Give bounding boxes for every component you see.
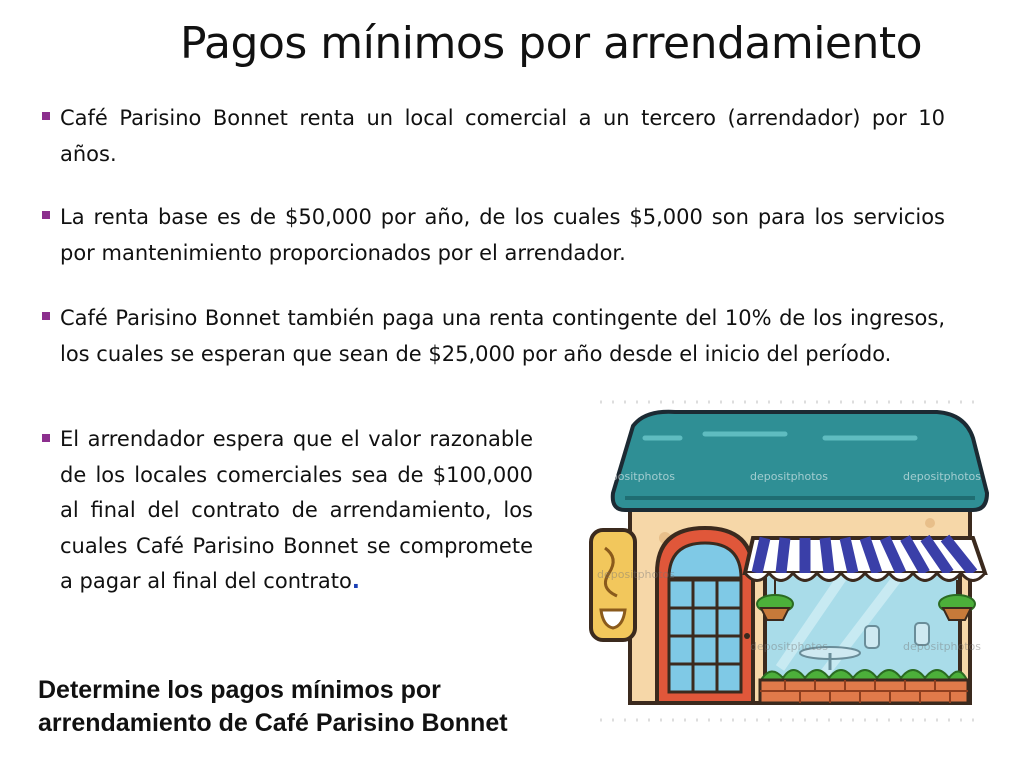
bullet-marker-icon (42, 211, 50, 219)
svg-text:depositphotos: depositphotos (903, 470, 982, 483)
bullet-marker-icon (42, 312, 50, 320)
svg-text:depositphotos: depositphotos (750, 640, 829, 653)
svg-text:depositphotos: depositphotos (750, 470, 829, 483)
bullet-text: El arrendador espera que el valor razonable de los locales comerciales sea de $100,000 al final del contrato de arrendamiento, los cuales Café Parisino Bonnet se compromete a pagar al final del contrato (60, 427, 533, 593)
bullet-marker-icon (42, 112, 50, 120)
svg-text:depositphotos: depositphotos (903, 640, 982, 653)
bullet-text: La renta base es de $50,000 por año, de los cuales $5,000 son para los servicios por mantenimiento proporcionados por el arrendador. (60, 205, 945, 265)
svg-text:depositphotos: depositphotos (597, 568, 676, 581)
bullet-text: Café Parisino Bonnet también paga una renta contingente del 10% de los ingresos, los cuales se esperan que sean de $25,000 por año desde el inicio del período. (60, 306, 945, 366)
bullet-item (40, 300, 945, 372)
question-text: Determine los pagos mínimos por arrendamiento de Café Parisino Bonnet (38, 676, 508, 737)
bullet-text: Café Parisino Bonnet renta un local comercial a un tercero (arrendador) por 10 años. (60, 106, 945, 166)
cafe-shop-icon (585, 398, 995, 728)
svg-text:depositphotos: depositphotos (597, 470, 676, 483)
bullet-item (40, 100, 945, 172)
bullet-item (40, 422, 533, 600)
bullet-marker-icon (42, 434, 50, 442)
bullet-item (40, 199, 945, 271)
bullet-end-mark: . (351, 569, 360, 593)
slide-title: Pagos mínimos por arrendamiento (180, 18, 923, 69)
